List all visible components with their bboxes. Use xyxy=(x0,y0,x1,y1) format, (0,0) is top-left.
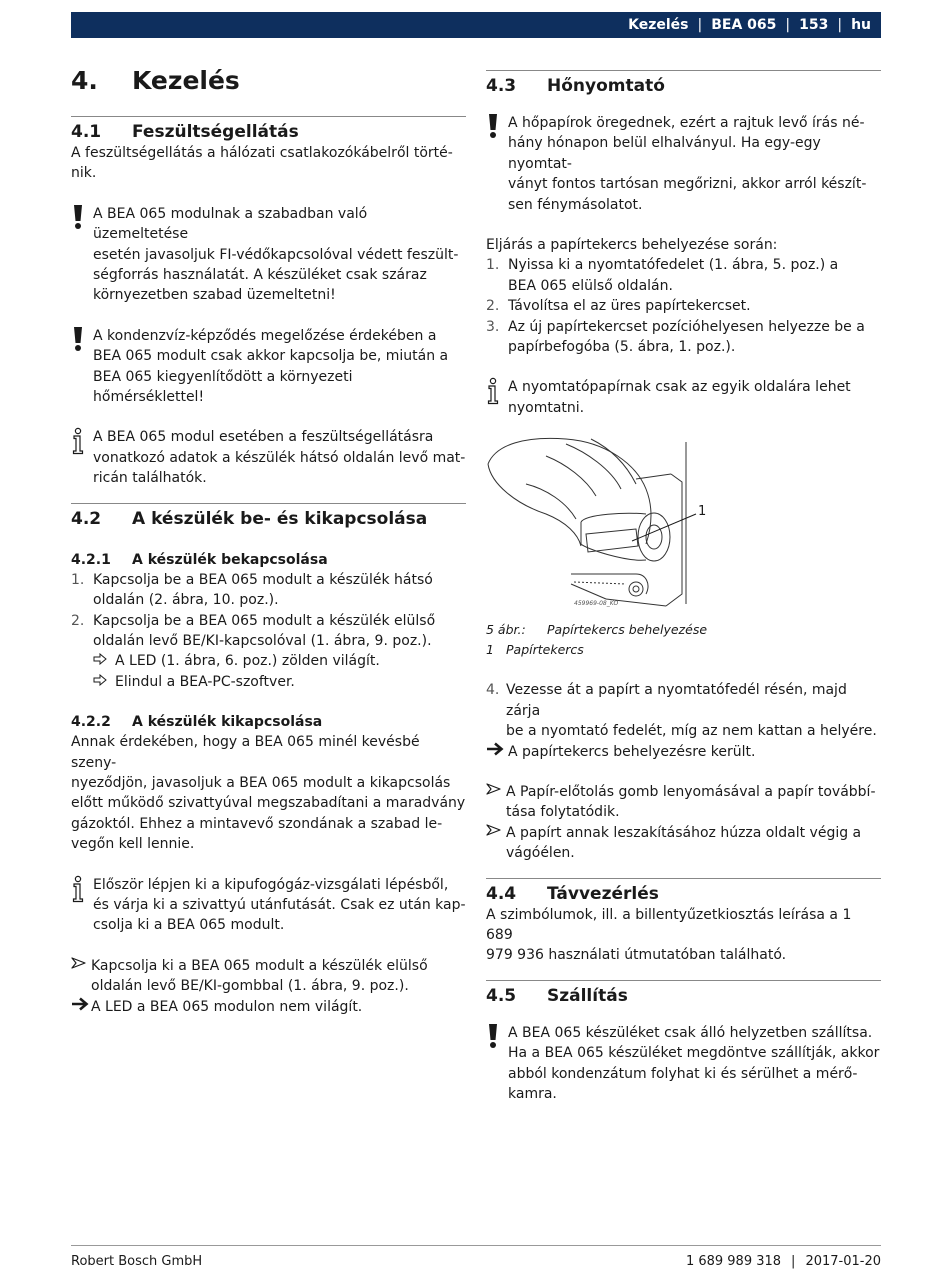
text-line: 979 936 használati útmutatóban található. xyxy=(486,947,787,964)
section-heading-4-2 xyxy=(71,508,466,530)
text-line: vegőn kell lennie. xyxy=(71,836,195,853)
warning-note xyxy=(71,326,466,408)
text-line: A nyomtatópapírnak csak az egyik oldalára lehet xyxy=(508,379,851,396)
info-icon xyxy=(71,875,93,936)
left-column xyxy=(71,60,466,1017)
footer-date: 2017-01-20 xyxy=(805,1254,881,1269)
section-heading-4-4 xyxy=(486,883,881,905)
subsection-heading-4-2-2 xyxy=(71,712,466,732)
chapter-title: Kezelés xyxy=(132,66,240,95)
text-line: A Papír-előtolás gomb lenyomásával a papír továbbí- xyxy=(506,783,876,800)
text-line: gázoktól. Ehhez a mintavevő szondának a szabad le- xyxy=(71,815,443,832)
warning-note xyxy=(486,1023,881,1105)
footer-meta xyxy=(686,1254,881,1269)
section-number: 4.4 xyxy=(486,883,517,904)
outline-arrow-icon xyxy=(93,651,115,671)
legend-number: 1 xyxy=(486,642,494,658)
text-line: BEA 065 elülső oldalán. xyxy=(508,277,673,294)
info-note xyxy=(71,427,466,488)
procedure-intro: Eljárás a papírtekercs behelyezése során: xyxy=(486,237,778,254)
text-line: Vezesse át a papírt a nyomtatófedél résén, majd zárja xyxy=(506,682,847,719)
warning-note xyxy=(486,113,881,215)
list-number: 4. xyxy=(486,682,500,699)
sub-result-item xyxy=(71,672,466,692)
exclamation-icon xyxy=(71,204,93,306)
text-line: A BEA 065 modulnak a szabadban való üzemeltetése xyxy=(93,205,368,243)
text-line: vágóélen. xyxy=(506,845,575,862)
section-heading-4-5 xyxy=(486,985,881,1007)
section-title: Hőnyomtató xyxy=(547,76,665,96)
text-line: esetén javasoljuk FI-védőkapcsolóval védett feszült- xyxy=(93,246,459,263)
text-line: A papírt annak leszakításához húzza oldalt végig a xyxy=(506,824,862,841)
text-line: ványt fontos tartósan megőrizni, akkor arról készít- xyxy=(508,176,867,193)
triangle-right-icon xyxy=(71,956,91,997)
footer-docnum: 1 689 989 318 xyxy=(685,1254,782,1269)
list-item xyxy=(486,296,881,316)
section-heading-4-3 xyxy=(486,75,881,97)
section-rule xyxy=(71,116,466,117)
caption-text: Papírtekercs behelyezése xyxy=(547,622,708,638)
footer-rule xyxy=(71,1245,881,1246)
text-line: abból kondenzátum folyhat ki és sérülhet a mérő- xyxy=(508,1065,858,1082)
header-section: Kezelés xyxy=(628,17,689,33)
subsection-number: 4.2.2 xyxy=(71,714,111,731)
text-line: A szimbólumok, ill. a billentyűzetkiosztás leírása a 1 689 xyxy=(486,906,852,943)
header-separator: | xyxy=(697,17,703,33)
text-line: Nyissa ki a nyomtatófedelet (1. ábra, 5. poz.) a xyxy=(508,257,839,274)
action-step xyxy=(71,956,466,997)
text-line: Először lépjen ki a kipufogógáz-vizsgálati lépésből, xyxy=(93,876,449,893)
text-line: Elindul a BEA-PC-szoftver. xyxy=(115,673,295,690)
section-rule xyxy=(486,878,881,879)
section-rule xyxy=(486,70,881,71)
text-line: csolja ki a BEA 065 modult. xyxy=(93,917,285,934)
subsection-number: 4.2.1 xyxy=(71,551,111,568)
text-line: nik. xyxy=(71,165,97,182)
text-line: nyeződjön, javasoljuk a BEA 065 modult a kikapcsolás xyxy=(71,774,451,791)
text-line: tása folytatódik. xyxy=(506,804,620,821)
text-line: A LED (1. ábra, 6. poz.) zölden világít. xyxy=(115,653,380,670)
figure-code: 459969-08_KO xyxy=(574,600,619,608)
arrow-right-icon xyxy=(71,997,91,1017)
result-step xyxy=(71,997,466,1017)
text-line: nyomtatni. xyxy=(508,399,585,416)
header-page: 153 xyxy=(799,17,829,33)
list-item xyxy=(71,570,466,611)
outline-arrow-icon xyxy=(93,672,115,692)
subsection-title: A készülék bekapcsolása xyxy=(132,551,328,568)
triangle-right-icon xyxy=(486,823,506,864)
text-line: Kapcsolja be a BEA 065 modult a készülék hátsó xyxy=(93,571,433,588)
exclamation-icon xyxy=(486,113,508,215)
text-line: ségforrás használatát. A készüléket csak száraz xyxy=(93,267,427,284)
text-line: Kapcsolja be a BEA 065 modult a készülék elülső xyxy=(93,612,436,629)
text-line: BEA 065 modult csak akkor kapcsolja be, miután a xyxy=(93,348,449,365)
text-line: BEA 065 kiegyenlítődött a környezeti hőmérséklettel! xyxy=(93,368,353,406)
text-line: és várja ki a szivattyú utánfutását. Csak ez után kap- xyxy=(93,896,466,913)
sub-result-item xyxy=(71,651,466,671)
printer-figure xyxy=(486,434,881,614)
section-number: 4.3 xyxy=(486,76,517,96)
section-heading-4-1 xyxy=(71,121,466,143)
list-item xyxy=(486,255,881,296)
text-line: ricán találhatók. xyxy=(93,470,207,487)
text-line: Távolítsa el az üres papírtekercset. xyxy=(508,298,751,315)
text-line: környezetben szabad üzemeltetni! xyxy=(93,287,336,304)
list-item xyxy=(486,680,881,741)
text-line: A LED a BEA 065 modulon nem világít. xyxy=(91,998,363,1015)
section-title: A készülék be- és kikapcsolása xyxy=(132,508,428,529)
caption-label: 5 ábr.: xyxy=(486,622,526,638)
section-rule xyxy=(71,503,466,504)
figure-caption xyxy=(486,620,881,640)
text-line: sen fénymásolatot. xyxy=(508,196,643,213)
text-line: oldalán (2. ábra, 10. poz.). xyxy=(93,592,279,609)
exclamation-icon xyxy=(71,326,93,408)
text-line: Ha a BEA 065 készüléket megdöntve szállítják, akkor xyxy=(508,1045,880,1062)
section-number: 4.5 xyxy=(486,985,517,1006)
info-icon xyxy=(486,377,508,418)
info-note xyxy=(486,377,881,418)
list-number: 3. xyxy=(486,318,500,335)
text-line: hány hónapon belül elhalványul. Ha egy-egy nyomtat- xyxy=(508,135,821,172)
subsection-title: A készülék kikapcsolása xyxy=(132,714,323,731)
triangle-right-icon xyxy=(486,782,506,823)
text-line: A hőpapírok öregednek, ezért a rajtuk levő írás né- xyxy=(508,115,865,131)
text-line: Kapcsolja ki a BEA 065 modult a készülék elülső xyxy=(91,957,428,974)
right-column xyxy=(486,60,881,1104)
text-line: A feszültségellátás a hálózati csatlakozókábelről törté- xyxy=(71,145,453,161)
text-line: kamra. xyxy=(508,1085,557,1102)
subsection-heading-4-2-1 xyxy=(71,550,466,570)
footer-company: Robert Bosch GmbH xyxy=(71,1254,203,1269)
section-number: 4.2 xyxy=(71,508,102,529)
info-note xyxy=(71,875,466,936)
footer-separator: | xyxy=(791,1254,796,1269)
text-line: Az új papírtekercset pozícióhelyesen helyezze be a xyxy=(508,318,865,335)
list-number: 1. xyxy=(486,257,500,274)
text-line: be a nyomtató fedelét, míg az nem kattan a helyére. xyxy=(506,723,877,740)
chapter-heading xyxy=(71,66,466,106)
figure-legend xyxy=(486,640,881,660)
text-line: A papírtekercs behelyezésre került. xyxy=(508,743,756,760)
section-title: Szállítás xyxy=(547,985,628,1006)
paragraph xyxy=(71,732,466,854)
figure-callout: 1 xyxy=(698,504,707,520)
text-line: vonatkozó adatok a készülék hátsó oldalán levő mat- xyxy=(93,449,466,466)
exclamation-icon xyxy=(486,1023,508,1105)
arrow-right-icon xyxy=(486,742,508,762)
text-line: A BEA 065 modul esetében a feszültségellátásra xyxy=(93,429,434,446)
result-step xyxy=(486,742,881,762)
list-number: 2. xyxy=(71,612,85,629)
action-step xyxy=(486,782,881,823)
section-rule xyxy=(486,980,881,981)
list-number: 2. xyxy=(486,298,500,315)
chapter-number: 4. xyxy=(71,66,98,95)
info-icon xyxy=(71,427,93,488)
warning-note xyxy=(71,204,466,306)
header-bar xyxy=(71,12,881,38)
paragraph xyxy=(71,143,466,184)
action-step xyxy=(486,823,881,864)
section-number: 4.1 xyxy=(71,122,102,142)
text-line: oldalán levő BE/KI-gombbal (1. ábra, 9. poz.). xyxy=(91,978,409,995)
legend-text: Papírtekercs xyxy=(506,642,584,658)
header-lang: hu xyxy=(851,17,871,33)
text-line: papírbefogóba (5. ábra, 1. poz.). xyxy=(508,339,736,356)
printer-illustration xyxy=(486,434,726,614)
section-title: Feszültségellátás xyxy=(132,122,299,142)
list-item xyxy=(71,611,466,652)
text-line: A kondenzvíz-képződés megelőzése érdekében a xyxy=(93,327,437,344)
list-number: 1. xyxy=(71,571,85,588)
text-line: előtt működő szivattyúval megszabadítani a maradvány xyxy=(71,795,466,812)
header-separator: | xyxy=(837,17,843,33)
text-line: oldalán levő BE/KI-kapcsolóval (1. ábra, 9. poz.). xyxy=(93,632,432,649)
list-item xyxy=(486,317,881,358)
text-line: Annak érdekében, hogy a BEA 065 minél kevésbé szeny- xyxy=(71,734,420,771)
paragraph xyxy=(486,905,881,966)
header-model: BEA 065 xyxy=(711,17,777,33)
header-separator: | xyxy=(785,17,791,33)
text-line: A BEA 065 készüléket csak álló helyzetben szállítsa. xyxy=(508,1024,873,1041)
section-title: Távvezérlés xyxy=(547,883,659,904)
